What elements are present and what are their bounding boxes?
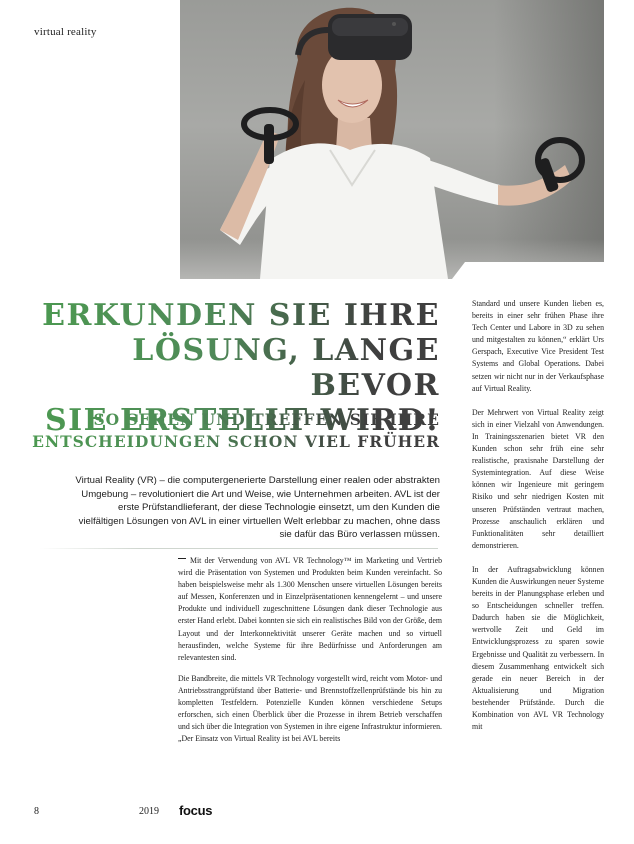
body-paragraph-1 — [178, 555, 442, 664]
intro-paragraph: Virtual Reality (VR) – die computergenerierte Darstellung einer realen oder abstrakten Umgebung – revolutioniert die Art und Weise, wie Unternehmen arbeiten. AVL ist der erste Prüfstandlieferant, der diese Technologie einsetzt, um den Kunden die vielfältigen Lösungen von AVL in einer virtuellen Welt erlebbar zu machen, ohne dass sie dafür das Büro verlassen müssen. — [75, 475, 440, 541]
page-subheadline — [20, 409, 440, 453]
footer-brand-logo: focus — [179, 803, 213, 818]
vr-woman-illustration — [180, 0, 604, 279]
section-label: virtual reality — [34, 26, 97, 38]
right-paragraph-3: In der Auftragsabwicklung können Kunden die Auswirkungen neuer Systeme bereits in der Planungsphase erleben und so Entscheidungen schneller treffen. Dadurch haben sie die Möglichkeit, wertvolle Zeit und Geld im Entwicklungsprozess zu sparen sowie Ergebnisse und Qualität zu verbessern. In diesem Zusammenhang entwickelt sich gerade ein neuer Bereich in der Aktualisierung und Migration bestehender Prüfstände. Durch die Kombination von AVL VR Technology mit — [472, 564, 605, 732]
right-paragraph-1: Standard und unsere Kunden lieben es, bereits in einer sehr frühen Phase ihre Tech Center und Labore in 3D zu sehen und mitgestalten zu können,“ erklärt Urs Gerspach, Executive Vice President Test Systems and Global Operations. Dabei setzen wir nicht nur in der Verkaufsphase auf Virtual Reality. — [472, 299, 604, 393]
headline-line-2: LÖSUNG, LANGE BEVOR — [132, 333, 440, 403]
page-number: 8 — [34, 806, 39, 817]
subheadline-line-2: ENTSCHEIDUNGEN SCHON VIEL FRÜHER — [32, 432, 440, 451]
intro-divider — [40, 548, 438, 549]
subheadline-line-1: SO SEHEN UND TREFFEN SIE IHRE — [93, 410, 440, 429]
lead-dash — [178, 558, 186, 559]
body-column-main — [178, 555, 442, 754]
headline-line-1: ERKUNDEN SIE IHRE — [42, 298, 440, 333]
right-paragraph-2: Der Mehrwert von Virtual Reality zeigt sich in einer Vielzahl von Anwendungen. In Trainingsszenarien bietet VR den Kunden schon sehr früh eine sehr realistische, praxisnahe Darstellung der Systemintegration. Auf diese Weise können wir Ingenieure mit geringem Risiko und sehr niedrigen Kosten mit unseren Prüfständen vertraut machen, Prozesse anschaulich erklären und Funktionalitäten sehr detailliert demonstrieren. — [472, 407, 604, 550]
body-column-right — [472, 298, 604, 745]
body-paragraph-2: Die Bandbreite, die mittels VR Technology vorgestellt wird, reicht vom Motor- und Antriebsstrangprüfstand über Batterie- und Brennstoffzellenprüfstände bis hin zu kompletten Testfeldern. Potenzielle Kunden können verschiedene Setups erforschen, sich einen Überblick über die Prozesse in ihrem Betrieb verschaffen und sich über die Integration von Systemen in ihre eigene Infrastruktur informieren. „Der Einsatz von Virtual Reality ist bei AVL bereits — [178, 673, 442, 744]
hero-photo — [180, 0, 604, 279]
footer-year: 2019 — [139, 806, 159, 817]
body-paragraph-1-text: Mit der Verwendung von AVL VR Technology™ im Marketing und Vertrieb wird die Präsentation von Systemen und Produkten beim Kunden vereinfacht. So haben beispielsweise mehr als 1.300 Menschen unsere virtuellen Lösungen bereits auf Messen, Konferenzen und in Einzelpräsentationen kennengelernt – und unsere Produkte und individuell zugeschnittene Lösungen dank dieser Technologie aus erster Hand erlebt. Dabei konnten sie sich ein realistisches Bild von der Größe, dem Layout und der Interkonnektivität unserer Geräte machen und so virtuell herausfinden, welche Systeme für ihre Bedürfnisse und Anforderungen am relevantesten sind. — [178, 556, 442, 662]
